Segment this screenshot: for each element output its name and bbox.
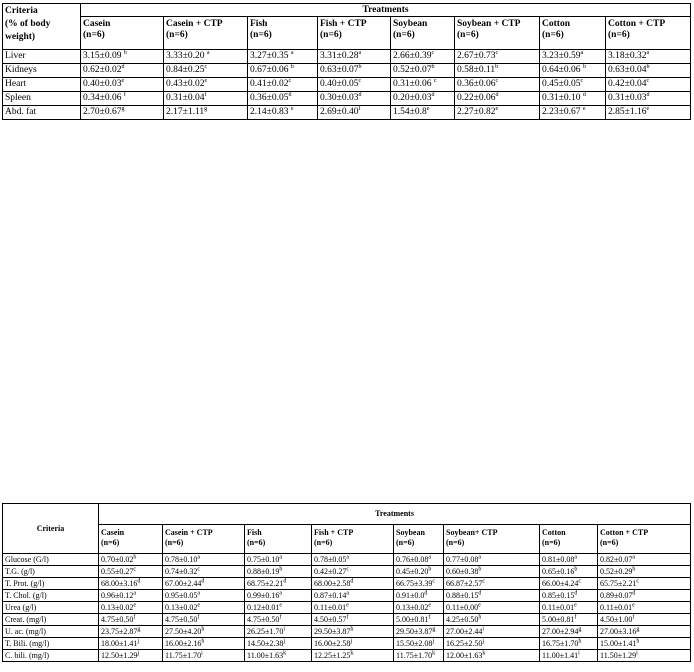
table-cell: 0.22±0.06$^d$ xyxy=(455,92,540,106)
table-cell: 2.27±0.82$^e$ xyxy=(455,106,540,120)
table-cell: 0.60±0.38$^b$ xyxy=(444,566,540,578)
table-cell: 3.23±0.59$^a$ xyxy=(540,50,606,64)
table-cell: 27.50±4.20$^h$ xyxy=(163,626,245,638)
table-cell: $12.00\pm 1.63^k$ xyxy=(444,650,540,662)
table-cell: 0.41±0.02$^c$ xyxy=(248,78,318,92)
table-cell: $11.50\pm 1.29^i$ xyxy=(598,650,691,662)
table-cell: 0.63±0.07$^b$ xyxy=(318,64,391,78)
table-cell: 16.75±1.70$^h$ xyxy=(540,638,598,650)
row-label: C. bili. (mg/l) xyxy=(3,650,99,662)
table-cell: 0.74±0.32$^c$ xyxy=(163,566,245,578)
table-row xyxy=(3,566,691,578)
table-cell: 15.00±1.41$^h$ xyxy=(598,638,691,650)
table-cell: 67.00±2.44$^d$ xyxy=(163,578,245,590)
table-cell: 0.12±0.01$^e$ xyxy=(245,602,312,614)
table-cell: 0.63±0.04$^b$ xyxy=(606,64,691,78)
table-cell: 5.00±0.81$^f$ xyxy=(540,614,598,626)
table-row xyxy=(3,590,691,602)
table-cell: $15.50\pm 2.08^j$ xyxy=(394,638,444,650)
table-cell: $11.75\pm 1.70^i$ xyxy=(163,650,245,662)
column-header: Cotton + CTP (n=6) xyxy=(606,17,691,50)
table-cell: 29.50±3.87$^g$ xyxy=(394,626,444,638)
table-row xyxy=(3,578,691,590)
table-cell: 0.84±0.25$^c$ xyxy=(164,64,248,78)
table-cell: 4.50±0.57$^f$ xyxy=(312,614,394,626)
table-cell: 0.87±0.14$^a$ xyxy=(312,590,394,602)
table-row xyxy=(3,626,691,638)
row-label: Liver xyxy=(3,50,81,64)
table-cell: 5.00±0.81$^f$ xyxy=(394,614,444,626)
table-cell: 0.52±0.29$^b$ xyxy=(598,566,691,578)
table-row xyxy=(3,602,691,614)
table-cell: 66.00±4.24$^c$ xyxy=(540,578,598,590)
criteria-header: Criteria xyxy=(3,504,99,554)
table-cell: 0.11±0.01$^e$ xyxy=(540,602,598,614)
table-row xyxy=(3,650,691,662)
table-cell: 66.87±2.57$^c$ xyxy=(444,578,540,590)
table-cell: 0.78±0.05$^a$ xyxy=(312,554,394,566)
table-cell: 4.75±0.50$^f$ xyxy=(163,614,245,626)
table-cell: 0.78±0.10$^a$ xyxy=(163,554,245,566)
table-cell: 0.45±0.05$^c$ xyxy=(540,78,606,92)
table-cell: 2.85±1.16$^e$ xyxy=(606,106,691,120)
table-cell: 0.11±0.01$^e$ xyxy=(598,602,691,614)
table-cell: 0.42±0.04$^c$ xyxy=(606,78,691,92)
table-cell: 0.40±0.05$^c$ xyxy=(318,78,391,92)
table-cell: 0.31±0.04$^f$ xyxy=(164,92,248,106)
table-cell: 2.17±1.11$^g$ xyxy=(164,106,248,120)
table-cell: 3.33±0.20 $^a$ xyxy=(164,50,248,64)
table-cell: 0.20±0.03$^d$ xyxy=(391,92,455,106)
table-cell: 3.15±0.09 $^b$ xyxy=(81,50,164,64)
column-header: Soybean (n=6) xyxy=(391,17,455,50)
table-cell: $27.00\pm 2.44^i$ xyxy=(444,626,540,638)
column-header: Cotton (n=6) xyxy=(540,17,606,50)
table-cell: 3.27±0.35 $^a$ xyxy=(248,50,318,64)
row-label: Heart xyxy=(3,78,81,92)
table-cell: 0.36±0.05$^d$ xyxy=(248,92,318,106)
row-label: T. Chol. (g/l) xyxy=(3,590,99,602)
column-header: Cotton + CTP (n=6) xyxy=(598,525,691,554)
table-cell: $18.00\pm 1.41^j$ xyxy=(99,638,163,650)
table-cell: 0.64±0.06 $^b$ xyxy=(540,64,606,78)
row-label: T. Bili. (mg/l) xyxy=(3,638,99,650)
column-header: Casein + CTP (n=6) xyxy=(164,17,248,50)
treatments-header: Treatments xyxy=(81,4,691,17)
table-cell: 0.67±0.06 $^b$ xyxy=(248,64,318,78)
table-cell: 23.75±2.87$^g$ xyxy=(99,626,163,638)
table-cell: 1.54±0.8$^e$ xyxy=(391,106,455,120)
table-cell: 0.88±0.15$^d$ xyxy=(444,590,540,602)
table-cell: 3.18±0.32$^a$ xyxy=(606,50,691,64)
table-cell: 4.50±1.00$^f$ xyxy=(598,614,691,626)
table-cell: 0.31±0.10 $^d$ xyxy=(540,92,606,106)
table-cell: 0.13±0.02$^e$ xyxy=(163,602,245,614)
table-cell: 0.58±0.11$^b$ xyxy=(455,64,540,78)
table-cell: 0.91±0.0$^d$ xyxy=(394,590,444,602)
column-header: Soybean + CTP (n=6) xyxy=(455,17,540,50)
table-cell: 0.81±0.08$^a$ xyxy=(540,554,598,566)
table-cell: 0.88±0.19$^b$ xyxy=(245,566,312,578)
row-label: Abd. fat xyxy=(3,106,81,120)
table-cell: 4.25±0.50$^h$ xyxy=(444,614,540,626)
table-cell: 68.75±2.21$^d$ xyxy=(245,578,312,590)
column-header: Cotton (n=6) xyxy=(540,525,598,554)
table-cell: $16.00\pm 2.58^j$ xyxy=(312,638,394,650)
table-cell: 0.77±0.08$^a$ xyxy=(444,554,540,566)
column-header: Fish + CTP (n=6) xyxy=(318,17,391,50)
column-header: Casein + CTP (n=6) xyxy=(163,525,245,554)
table-cell: 2.23±0.67 $^e$ xyxy=(540,106,606,120)
table-cell: 27.00±3.16$^g$ xyxy=(598,626,691,638)
table-cell: 3.31±0.28$^a$ xyxy=(318,50,391,64)
table-cell: $12.25\pm 1.25^k$ xyxy=(312,650,394,662)
table-cell: $16.25\pm 2.50^j$ xyxy=(444,638,540,650)
table-cell: 68.00±3.16$^d$ xyxy=(99,578,163,590)
table-row xyxy=(3,638,691,650)
table-cell: 66.75±3.39$^c$ xyxy=(394,578,444,590)
column-header: Fish (n=6) xyxy=(248,17,318,50)
table-cell: 0.65±0.16$^b$ xyxy=(540,566,598,578)
row-label: Creat. (mg/l) xyxy=(3,614,99,626)
table-cell: 0.36±0.06$^c$ xyxy=(455,78,540,92)
table-cell: 0.42±0.27$^c$ xyxy=(312,566,394,578)
table-cell: 27.00±2.94$^g$ xyxy=(540,626,598,638)
organ-weights-table xyxy=(2,3,691,120)
table-cell: 2.67±0.73$^c$ xyxy=(455,50,540,64)
table-cell: 2.69±0.40$^f$ xyxy=(318,106,391,120)
criteria-header: Criteria (% of body weight) xyxy=(3,4,81,50)
table-cell: 2.70±0.67$^g$ xyxy=(81,106,164,120)
table-row xyxy=(3,78,691,92)
table-cell: 0.45±0.20$^b$ xyxy=(394,566,444,578)
table-cell: 0.30±0.03$^d$ xyxy=(318,92,391,106)
table-cell: $11.00\pm 1.41^i$ xyxy=(540,650,598,662)
table-cell: 0.95±0.05$^a$ xyxy=(163,590,245,602)
row-label: Spleen xyxy=(3,92,81,106)
table-row xyxy=(3,50,691,64)
table-cell: 0.13±0.02$^e$ xyxy=(99,602,163,614)
row-label: Urea (g/l) xyxy=(3,602,99,614)
column-header: Fish + CTP (n=6) xyxy=(312,525,394,554)
table-cell: 65.75±2.21$^c$ xyxy=(598,578,691,590)
table-row xyxy=(3,106,691,120)
table-cell: 0.31±0.06 $^c$ xyxy=(391,78,455,92)
table-row xyxy=(3,554,691,566)
table-cell: $12.50\pm 1.29^j$ xyxy=(99,650,163,662)
table-cell: 0.62±0.02$^d$ xyxy=(81,64,164,78)
serum-biochemistry-table xyxy=(2,503,691,662)
table-cell: 0.11±0.01$^e$ xyxy=(312,602,394,614)
table-cell: 0.76±0.08$^a$ xyxy=(394,554,444,566)
table-cell: 0.96±0.12$^a$ xyxy=(99,590,163,602)
table-cell: 0.31±0.03$^d$ xyxy=(606,92,691,106)
row-label: T. Prot. (g/l) xyxy=(3,578,99,590)
row-label: Glucose (G/l) xyxy=(3,554,99,566)
table-cell: 2.66±0.39$^c$ xyxy=(391,50,455,64)
table-cell: $26.25\pm 1.70^i$ xyxy=(245,626,312,638)
table-cell: 4.75±0.50$^f$ xyxy=(99,614,163,626)
table-cell: $14.50\pm 2.38^j$ xyxy=(245,638,312,650)
table-cell: 0.89±0.07$^d$ xyxy=(598,590,691,602)
table-cell: 0.11±0.00$^e$ xyxy=(444,602,540,614)
table-cell: 0.55±0.27$^c$ xyxy=(99,566,163,578)
table-row xyxy=(3,92,691,106)
table-cell: 2.14±0.83 $^e$ xyxy=(248,106,318,120)
table-cell: 0.70±0.02$^b$ xyxy=(99,554,163,566)
column-header: Casein (n=6) xyxy=(81,17,164,50)
column-header: Fish (n=6) xyxy=(245,525,312,554)
column-header: Casein (n=6) xyxy=(99,525,163,554)
table-cell: 4.75±0.50$^f$ xyxy=(245,614,312,626)
table-cell: 16.00±2.16$^h$ xyxy=(163,638,245,650)
table-cell: 0.75±0.10$^a$ xyxy=(245,554,312,566)
table-cell: 0.99±0.16$^a$ xyxy=(245,590,312,602)
table-cell: 0.43±0.02$^e$ xyxy=(164,78,248,92)
row-label: U. ac. (mg/l) xyxy=(3,626,99,638)
table-cell: 0.82±0.07$^a$ xyxy=(598,554,691,566)
table-cell: $11.75\pm 1.70^k$ xyxy=(394,650,444,662)
table-row xyxy=(3,614,691,626)
table-cell: 29.50±3.87$^h$ xyxy=(312,626,394,638)
table-cell: 0.13±0.02$^e$ xyxy=(394,602,444,614)
row-label: Kidneys xyxy=(3,64,81,78)
column-header: Soybean+ CTP (n=6) xyxy=(444,525,540,554)
treatments-header: Treatments xyxy=(99,504,691,525)
table-cell: 0.52±0.07$^b$ xyxy=(391,64,455,78)
table-cell: 0.85±0.15$^d$ xyxy=(540,590,598,602)
row-label: T.G. (g/l) xyxy=(3,566,99,578)
table-row xyxy=(3,64,691,78)
table-cell: 0.34±0.06 $^f$ xyxy=(81,92,164,106)
table-cell: $11.00\pm 1.63^k$ xyxy=(245,650,312,662)
table-cell: 68.00±2.58$^d$ xyxy=(312,578,394,590)
column-header: Soybean (n=6) xyxy=(394,525,444,554)
table-cell: 0.40±0.03$^e$ xyxy=(81,78,164,92)
